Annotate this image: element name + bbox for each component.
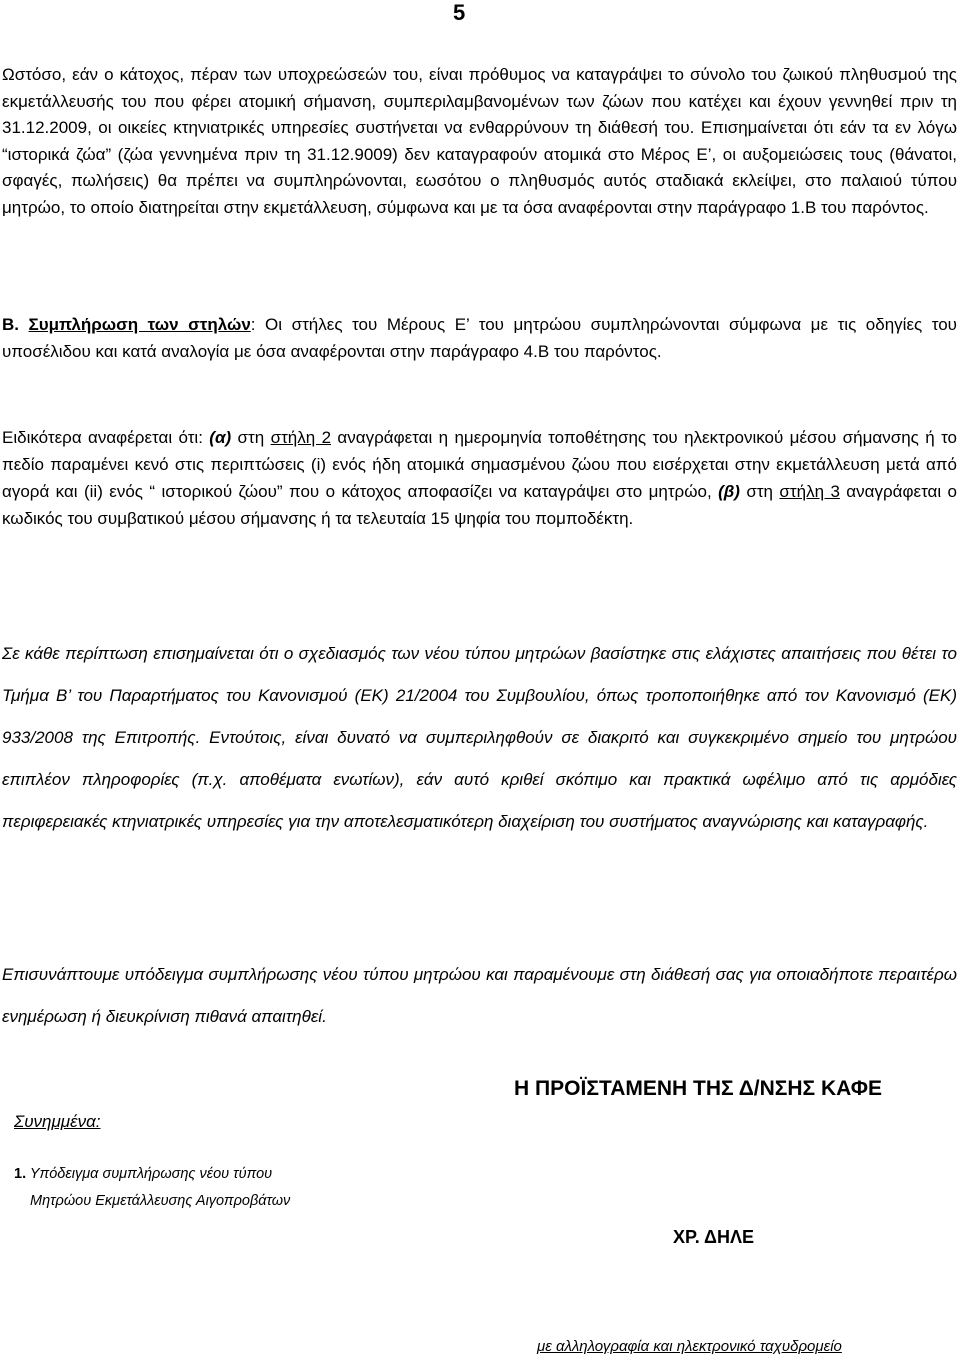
- attachment-item-number: 1.: [14, 1166, 27, 1182]
- column-3-ref: στήλη 3: [779, 482, 840, 501]
- column-2-ref: στήλη 2: [270, 428, 332, 447]
- details-text-1: Ειδικότερα αναφέρεται ότι:: [2, 428, 210, 447]
- details-text-5: αναγράφεται ο κωδικός του συμβατικού μέσου σήμανσης ή τα τελευταία 15 ψηφία του πομποδέκτη.: [2, 482, 957, 528]
- section-b-text: Οι στήλες του Μέρους Ε’ του μητρώου συμπληρώνονται σύμφωνα με τις οδηγίες του υποσέλιδου και κατά αναλογία με όσα αναφέρονται στην παράγραφο 4.Β του παρόντος.: [2, 315, 957, 361]
- item-b-label: (β): [718, 482, 740, 501]
- section-b-heading: Συμπλήρωση των στηλών: [28, 315, 251, 334]
- details-text-2: στη: [231, 428, 271, 447]
- attachment-item-line1: [14, 1166, 272, 1182]
- footer-note: με αλληλογραφία και ηλεκτρονικό ταχυδρομείο: [537, 1338, 842, 1355]
- signatory-name: ΧΡ. ΔΗΛΕ: [673, 1227, 754, 1247]
- item-a-label: (α): [209, 428, 232, 447]
- signatory-title: Η ΠΡΟΪΣΤΑΜΕΝΗ ΤΗΣ Δ/ΝΣΗΣ ΚΑΦΕ: [514, 1077, 883, 1100]
- details-text-4: στη: [739, 482, 780, 501]
- attachment-item-line2: Μητρώου Εκμετάλλευσης Αιγοπροβάτων: [30, 1193, 291, 1209]
- section-b-paragraph: [2, 311, 957, 365]
- section-b-colon: :: [250, 315, 256, 334]
- attach-paragraph: Επισυνάπτουμε υπόδειγμα συμπλήρωσης νέου τύπου μητρώου και παραμένουμε στη διάθεσή σας για οποιαδήποτε περαιτέρω ενημέρωση ή διευκρίνιση πιθανά απαιτηθεί.: [2, 965, 957, 1026]
- details-text-3: αναγράφεται η ημερομηνία τοποθέτησης του ηλεκτρονικού μέσου σήμανσης ή το πεδίο παραμένει κενό στις περιπτώσεις (i) ενός ήδη ατομικά σημασμένου ζώου που εισέρχεται στην εκμετάλλευση μετά από αγορά και (ii) ενός “ ιστορικού ζώου” που ο κάτοχος αποφασίζει να καταγράψει στο μητρώο,: [2, 428, 958, 501]
- attachment-item-text: Υπόδειγμα συμπλήρωσης νέου τύπου: [26, 1166, 273, 1182]
- details-paragraph: [2, 424, 957, 532]
- intro-paragraph-part-b: Επισημαίνεται ότι εάν τα εν λόγω “ιστορικά ζώα” (ζώα γεννημένα πριν τη 31.12.9009) δεν καταγραφούν ατομικά στο Μέρος Ε’, οι αυξομειώσεις τους (θάνατοι, σφαγές, πωλήσεις) θα πρέπει να συμπληρώνονται, εωσότου ο πληθυσμός αυτός σταδιακά εκλείψει, στο παλαιού τύπου μητρώο, το οποίο διατηρείται στην εκμετάλλευση, σύμφωνα και με τα όσα αναφέρονται στην παράγραφο 1.Β του παρόντος.: [2, 118, 957, 217]
- intro-paragraph: [2, 62, 957, 221]
- design-paragraph: Σε κάθε περίπτωση επισημαίνεται ότι ο σχεδιασμός των νέου τύπου μητρώων βασίστηκε στις ελάχιστες απαιτήσεις που θέτει το Τμήμα Β’ του Παραρτήματος του Κανονισμού (ΕΚ) 21/2004 του Συμβουλίου, όπως τροποποιήθηκε από τον Κανονισμό (ΕΚ) 933/2008 της Επιτροπής. Εντούτοις, είναι δυνατό να συμπεριληφθούν σε διακριτό και συγκεκριμένο σημείο του μητρώου επιπλέον πληροφορίες (π.χ. αποθέματα ενωτίων), εάν αυτό κριθεί σκόπιμο και πρακτικά ωφέλιμο από τις αρμόδιες περιφερειακές κτηνιατρικές υπηρεσίες για την αποτελεσματικότερη διαχείριση του συστήματος αναγνώρισης και καταγραφής.: [2, 644, 957, 831]
- intro-paragraph-part-a: Ωστόσο, εάν ο κάτοχος, πέραν των υποχρεώσεών του, είναι πρόθυμος να καταγράψει το σύνολο του ζωικού πληθυσμού της εκμετάλλευσής του που φέρει ατομική σήμανση, συμπεριλαμβανομένων των ζώων που κατέχει και έχουν γεννηθεί πριν τη 31.12.2009, οι οικείες κτηνιατρικές υπηρεσίες συστήνεται να ενθαρρύνουν τη διάθεσή του.: [2, 65, 957, 137]
- page-number: 5: [453, 0, 466, 25]
- attachments-label: Συνημμένα:: [14, 1112, 101, 1131]
- section-b-letter: Β.: [2, 315, 19, 334]
